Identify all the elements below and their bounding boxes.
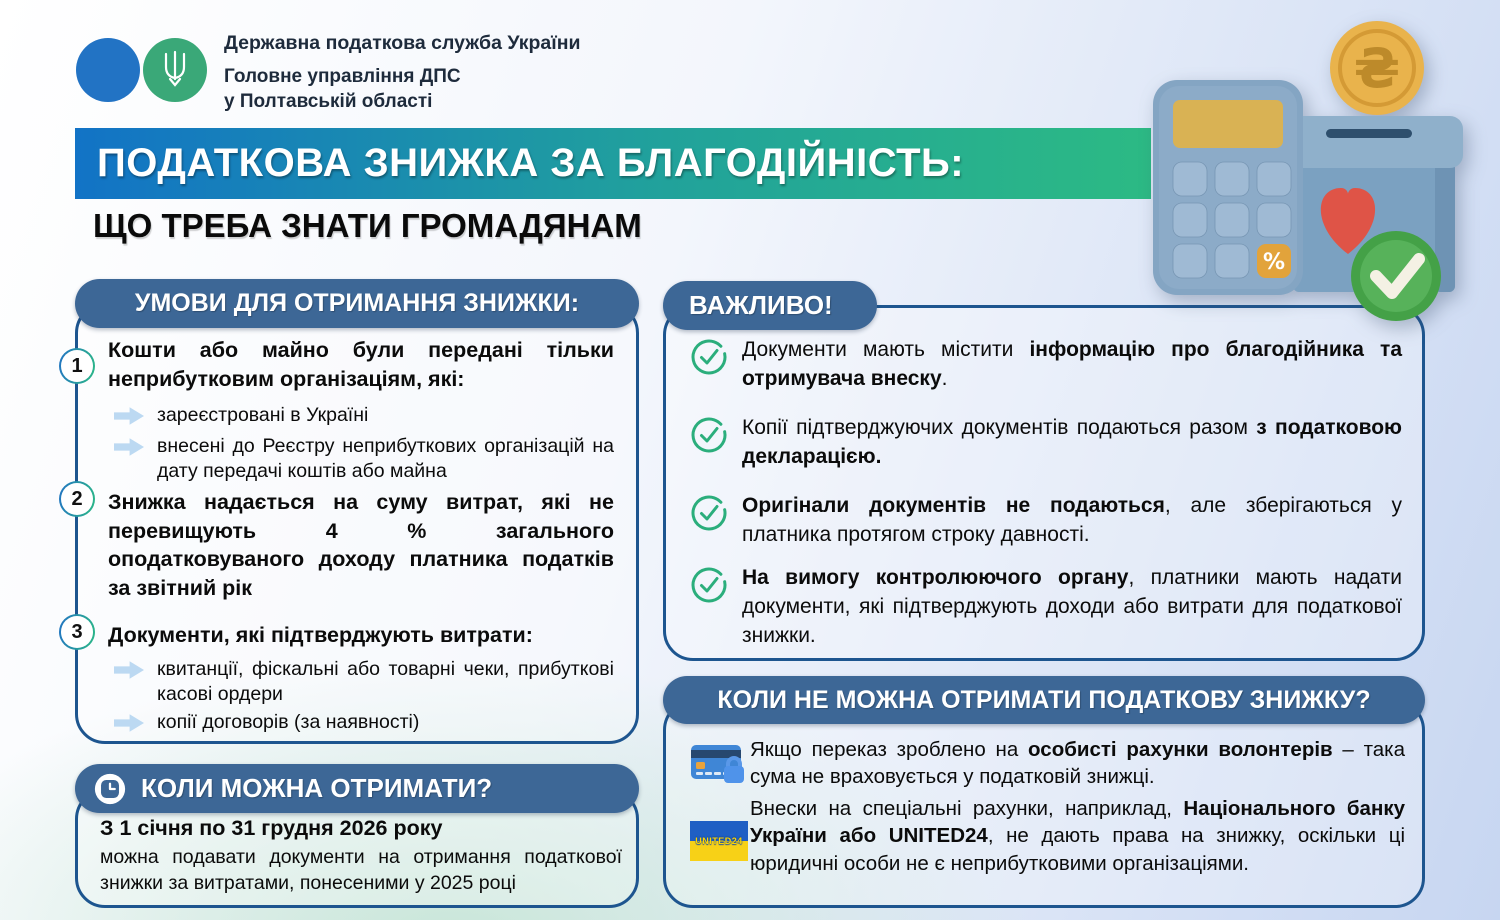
- logo-green-circle: [143, 38, 207, 102]
- condition-number: 3: [71, 620, 83, 643]
- important-item-text: Копії підтверджуючих документів подаються разом з податковою декларацією.: [742, 416, 1402, 468]
- check-circle-icon: [690, 338, 728, 381]
- page-title: ПОДАТКОВА ЗНИЖКА ЗА БЛАГОДІЙНІСТЬ:: [97, 141, 965, 185]
- no-discount-item-text: Внески на спеціальні рахунки, наприклад, Національного банку України або UNITED24, не дають права на знижку, оскільки ці юридичні особи не є неприбутковими організаціями.: [750, 797, 1405, 875]
- charity-tax-illustration: [1143, 2, 1478, 337]
- when-body: [100, 816, 622, 896]
- no-discount-header-pill: [663, 676, 1425, 724]
- important-panel: [663, 305, 1425, 661]
- condition-item-text: Знижка надається на суму витрат, які не перевищують 4 % загального оподатковуваного доходу платника податків за звітний рік: [108, 490, 614, 600]
- condition-subitem: [114, 403, 614, 428]
- conditions-header-text: УМОВИ ДЛЯ ОТРИМАННЯ ЗНИЖКИ:: [134, 289, 580, 317]
- important-header-text: ВАЖЛИВО!: [689, 290, 833, 320]
- condition-item-text: Кошти або майно були передані тільки неприбутковим організаціям, які:: [108, 338, 614, 391]
- credit-card-lock-icon: [690, 739, 748, 792]
- conditions-header-pill: [75, 279, 639, 328]
- condition-number-badge: [59, 481, 95, 517]
- when-period: З 1 січня по 31 грудня 2026 року: [100, 816, 443, 840]
- arrow-icon: [114, 406, 144, 426]
- when-header-text: КОЛИ МОЖНА ОТРИМАТИ?: [141, 773, 493, 803]
- condition-subitem: [114, 434, 614, 485]
- condition-subitem-text: копії договорів (за наявності): [157, 711, 420, 733]
- important-item-text: Документи мають містити інформацію про благодійника та отримувача внеску.: [742, 338, 1403, 390]
- important-item-text: На вимогу контролюючого органу, платники мають надати документи, які підтверджують доходи або витрати для податкової знижки.: [742, 566, 1402, 647]
- united24-flag-icon: [690, 821, 748, 861]
- check-circle-icon: [690, 566, 728, 609]
- condition-number: 1: [71, 354, 83, 377]
- trident-icon: [158, 49, 192, 92]
- condition-subitem-text: зареєстровані в Україні: [157, 404, 369, 426]
- arrow-icon: [114, 660, 144, 680]
- when-header-pill: [75, 764, 639, 813]
- no-discount-panel: [663, 700, 1425, 908]
- calculator-icon: [1153, 80, 1303, 295]
- arrow-icon: [114, 713, 144, 733]
- org-name-line1: Державна податкова служба України: [224, 32, 581, 54]
- page-subtitle: ЩО ТРЕБА ЗНАТИ ГРОМАДЯНАМ: [93, 207, 642, 244]
- important-item-text: Оригінали документів не подаються, але зберігаються у платника протягом строку давності.: [742, 494, 1402, 546]
- conditions-panel: [71, 303, 639, 744]
- check-circle-icon: [690, 494, 728, 537]
- condition-item-text: Документи, які підтверджують витрати:: [108, 623, 533, 647]
- clock-icon: [93, 772, 127, 806]
- title-banner: [75, 128, 1151, 199]
- svg-text:₴: ₴: [1353, 37, 1401, 100]
- org-name-line3: у Полтавській області: [224, 90, 433, 112]
- logo-blue-circle: [76, 38, 140, 102]
- important-header-pill: [663, 281, 877, 330]
- org-name-block: [224, 31, 581, 114]
- condition-subitem-text: квитанції, фіскальні або товарні чеки, прибуткові касові ордери: [157, 658, 614, 706]
- united24-label: UNITED24: [695, 836, 743, 846]
- hryvnia-coin-icon: [1330, 21, 1424, 115]
- arrow-icon: [114, 437, 144, 457]
- when-text: можна подавати документи на отримання податкової знижки за витратами, понесеними у 2025 році: [100, 846, 622, 894]
- condition-number-badge: [59, 348, 95, 384]
- org-name-line2: Головне управління ДПС: [224, 65, 461, 87]
- condition-subitem: [114, 657, 614, 708]
- condition-subitem-text: внесені до Реєстру неприбуткових організацій на дату передачі коштів або майна: [157, 435, 614, 483]
- check-circle-icon: [690, 416, 728, 459]
- condition-subitem: [114, 710, 614, 735]
- no-discount-header-text: КОЛИ НЕ МОЖНА ОТРИМАТИ ПОДАТКОВУ ЗНИЖКУ?: [717, 685, 1371, 714]
- condition-number-badge: [59, 614, 95, 650]
- svg-text:%: %: [1262, 250, 1286, 275]
- check-badge-icon: [1351, 231, 1441, 321]
- no-discount-item-text: Якщо переказ зроблено на особисті рахунки волонтерів – така сума не враховується у податковій знижці.: [750, 738, 1405, 789]
- condition-number: 2: [71, 487, 83, 510]
